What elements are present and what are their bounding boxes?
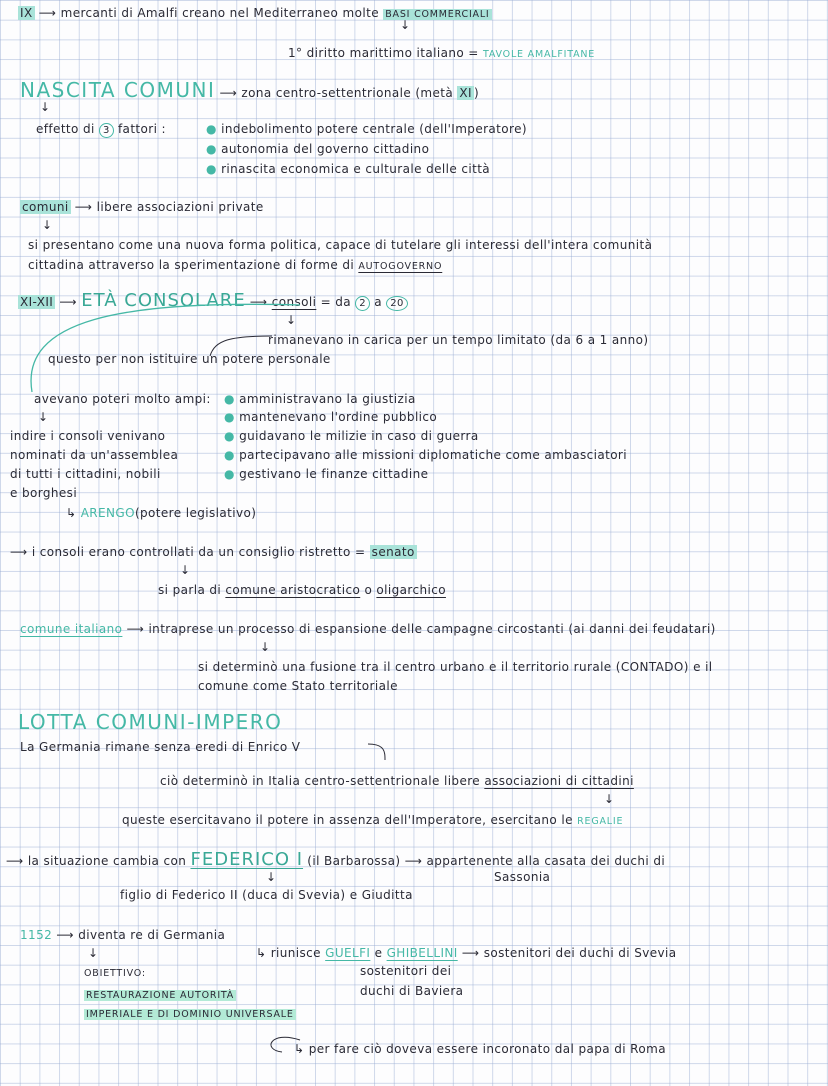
nascita-heading bbox=[20, 78, 479, 102]
fusione-line-2: comune come Stato territoriale bbox=[198, 679, 398, 693]
federico-name: FEDERICO I bbox=[190, 849, 304, 870]
century-badge: XI-XII bbox=[20, 295, 54, 309]
y1152-line bbox=[20, 928, 225, 943]
tavole-amalfitane: TAVOLE AMALFITANE bbox=[482, 49, 596, 60]
federico-line bbox=[6, 849, 666, 870]
fattore-item bbox=[206, 142, 429, 157]
comune-aristocratico: comune aristocratico bbox=[225, 583, 361, 597]
obiettivo-line-2 bbox=[84, 1006, 296, 1022]
arrow-right-icon: ⟶ bbox=[249, 295, 268, 309]
arrow-down-icon: ↓ bbox=[266, 870, 277, 884]
sostenitori-line-1: sostenitori dei bbox=[360, 964, 452, 978]
indire-line: nominati da un'assemblea bbox=[10, 448, 179, 462]
line-amalfi bbox=[18, 6, 492, 22]
bullet-icon: ● bbox=[224, 392, 235, 406]
associazioni-cittadini: associazioni di cittadini bbox=[484, 774, 634, 788]
comuni-label: comuni bbox=[22, 200, 69, 214]
century-badge: XI bbox=[459, 86, 472, 100]
amalfi-text: mercanti di Amalfi creano nel Mediterraneo molte bbox=[60, 6, 379, 20]
a-text: a bbox=[374, 295, 382, 309]
potere-text: guidavano le milizie in caso di guerra bbox=[239, 429, 479, 443]
bullet-icon: ● bbox=[224, 410, 235, 424]
close-paren: ) bbox=[473, 86, 480, 100]
arrow-down-icon: ↓ bbox=[400, 18, 411, 32]
oligarchico: oligarchico bbox=[376, 583, 446, 597]
italiano-text: intraprese un processo di espansione delle campagne circostanti (ai danni dei feudatari) bbox=[148, 622, 716, 636]
italiano-line bbox=[20, 622, 716, 637]
fattore-item bbox=[206, 122, 527, 137]
arrow-right-icon: ⟶ bbox=[74, 200, 93, 214]
arrow-down-icon: ↓ bbox=[88, 946, 99, 960]
bullet-icon: ● bbox=[206, 162, 217, 176]
arrow-right-icon: ⟶ bbox=[10, 545, 28, 559]
o-text: o bbox=[364, 583, 373, 597]
presentano-line-1: si presentano come una nuova forma politica, capace di tutelare gli interessi dell'intera comunità bbox=[28, 238, 653, 252]
arrow-down-icon: ↓ bbox=[180, 563, 191, 577]
comuni-line bbox=[20, 200, 264, 215]
riunisce-post: sostenitori dei duchi di Svevia bbox=[483, 946, 677, 960]
comuni-text: libere associazioni private bbox=[96, 200, 264, 214]
arrow-down-icon: ↓ bbox=[40, 100, 51, 114]
arrow-right-icon: ⟶ bbox=[461, 946, 480, 960]
circled-number: 2 bbox=[355, 296, 370, 311]
cio-line bbox=[160, 774, 634, 789]
potere-text: amministravano la giustizia bbox=[239, 392, 416, 406]
arrow-right-icon: ⟶ bbox=[38, 6, 57, 20]
year-1152: 1152 bbox=[20, 928, 53, 942]
e-text: e bbox=[374, 946, 383, 960]
consolare-heading bbox=[18, 290, 408, 311]
germania-bracket bbox=[368, 744, 385, 760]
fattore-text: rinascita economica e culturale delle città bbox=[221, 162, 491, 176]
obiettivo-label: OBIETTIVO: bbox=[84, 968, 146, 979]
potere-item bbox=[224, 392, 416, 407]
presentano-text: cittadina attraverso la sperimentazione di forme di bbox=[28, 258, 355, 272]
fattore-text: autonomia del governo cittadino bbox=[221, 142, 430, 156]
queste-text: queste esercitavano il potere in assenza dell'Imperatore, esercitano le bbox=[122, 813, 573, 827]
riunisce-pre: riunisce bbox=[270, 946, 321, 960]
potere-item bbox=[224, 467, 428, 482]
consoli-label: consoli bbox=[271, 295, 317, 309]
autogoverno: AUTOGOVERNO bbox=[358, 261, 443, 272]
ghibellini: GHIBELLINI bbox=[386, 946, 458, 960]
potere-text: partecipavano alle missioni diplomatiche come ambasciatori bbox=[239, 448, 627, 462]
riunisce-line bbox=[256, 946, 677, 961]
fattore-text: indebolimento potere centrale (dell'Imperatore) bbox=[221, 122, 527, 136]
bullet-icon: ● bbox=[206, 142, 217, 156]
potere-text: mantenevano l'ordine pubblico bbox=[239, 410, 438, 424]
presentano-line-2 bbox=[28, 258, 442, 274]
arrow-right-icon: ⟶ bbox=[56, 928, 74, 942]
century-badge: IX bbox=[20, 6, 33, 20]
carica-text: rimanevano in carica per un tempo limitato (da 6 a 1 anno) bbox=[268, 333, 649, 347]
questo-text: questo per non istituire un potere personale bbox=[48, 352, 331, 366]
arrow-down-icon: ↓ bbox=[42, 218, 53, 232]
potere-item bbox=[224, 429, 479, 444]
arengo-desc: (potere legislativo) bbox=[134, 506, 257, 520]
senato-text: i consoli erano controllati da un consiglio ristretto = bbox=[31, 545, 366, 559]
fattori-label: fattori : bbox=[117, 122, 166, 136]
obiettivo-text: RESTAURAZIONE AUTORITÀ bbox=[86, 990, 235, 1001]
regalie: REGALIE bbox=[577, 816, 624, 827]
figlio-text: figlio di Federico II (duca di Svevia) e Giuditta bbox=[120, 888, 413, 902]
obiettivo-line-1 bbox=[84, 987, 236, 1003]
arrow-down-icon: ↓ bbox=[38, 410, 49, 424]
effetto-label: effetto di bbox=[36, 122, 95, 136]
arrow-right-icon: ⟶ bbox=[219, 86, 238, 100]
senato-name: senato bbox=[371, 545, 415, 559]
comune-italiano-label: comune italiano bbox=[20, 622, 123, 636]
fattore-item bbox=[206, 162, 490, 177]
line-diritto bbox=[288, 46, 595, 62]
casata-text: appartenente alla casata dei duchi di bbox=[426, 854, 666, 868]
arrow-right-icon: ⟶ bbox=[6, 854, 24, 868]
corner-arrow-icon: ↳ bbox=[256, 946, 267, 960]
da-text: = da bbox=[320, 295, 352, 309]
consolare-curve bbox=[31, 304, 300, 392]
arrow-right-icon: ⟶ bbox=[59, 295, 78, 309]
consolare-title: ETÀ CONSOLARE bbox=[81, 290, 246, 311]
bullet-icon: ● bbox=[224, 448, 235, 462]
federico-post: (il Barbarossa) bbox=[307, 854, 401, 868]
bullet-icon: ● bbox=[206, 122, 217, 136]
aristocratico-line bbox=[158, 583, 446, 598]
arrow-right-icon: ⟶ bbox=[126, 622, 145, 636]
queste-line bbox=[122, 813, 623, 829]
sostenitori-line-2: duchi di Baviera bbox=[360, 984, 464, 998]
arengo-line bbox=[66, 506, 256, 521]
corner-arrow-icon: ↳ bbox=[66, 506, 77, 520]
papa-line bbox=[294, 1042, 666, 1057]
arengo-name: ARENGO bbox=[80, 506, 135, 520]
lotta-title: LOTTA COMUNI-IMPERO bbox=[18, 710, 283, 734]
guelfi: GUELFI bbox=[325, 946, 371, 960]
papa-text: per fare ciò doveva essere incoronato dal papa di Roma bbox=[308, 1042, 666, 1056]
bullet-icon: ● bbox=[224, 467, 235, 481]
sassonia: Sassonia bbox=[494, 870, 551, 884]
arrow-right-icon: ⟶ bbox=[404, 854, 423, 868]
zona-text: zona centro-settentrionale (metà bbox=[241, 86, 454, 100]
bullet-icon: ● bbox=[224, 429, 235, 443]
aristocratico-pre: si parla di bbox=[158, 583, 222, 597]
obiettivo-text: IMPERIALE E DI DOMINIO UNIVERSALE bbox=[86, 1009, 294, 1020]
circled-number: 20 bbox=[386, 296, 408, 311]
indire-line: indire i consoli venivano bbox=[10, 429, 166, 443]
nascita-title: NASCITA COMUNI bbox=[20, 78, 216, 102]
potere-item bbox=[224, 410, 437, 425]
germania-text: La Germania rimane senza eredi di Enrico V bbox=[20, 740, 301, 754]
y1152-text: diventa re di Germania bbox=[78, 928, 226, 942]
basi-commerciali: BASI COMMERCIALI bbox=[385, 9, 490, 20]
arrow-down-icon: ↓ bbox=[260, 640, 271, 654]
indire-line: e borghesi bbox=[10, 486, 78, 500]
cio-text: ciò determinò in Italia centro-settentrionale libere bbox=[160, 774, 481, 788]
effetto-line bbox=[36, 122, 166, 138]
fusione-line-1: si determinò una fusione tra il centro urbano e il territorio rurale (CONTADO) e il bbox=[198, 660, 713, 674]
diritto-text: 1° diritto marittimo italiano = bbox=[288, 46, 479, 60]
indire-line: di tutti i cittadini, nobili bbox=[10, 467, 161, 481]
arrow-down-icon: ↓ bbox=[286, 313, 297, 327]
poteri-label: avevano poteri molto ampi: bbox=[34, 392, 211, 406]
federico-pre: la situazione cambia con bbox=[27, 854, 187, 868]
potere-item bbox=[224, 448, 627, 463]
potere-text: gestivano le finanze cittadine bbox=[239, 467, 429, 481]
senato-line bbox=[10, 545, 417, 560]
circled-number: 3 bbox=[99, 123, 114, 138]
arrow-down-icon: ↓ bbox=[604, 792, 615, 806]
loop-arrow-icon: ↳ bbox=[294, 1042, 305, 1056]
